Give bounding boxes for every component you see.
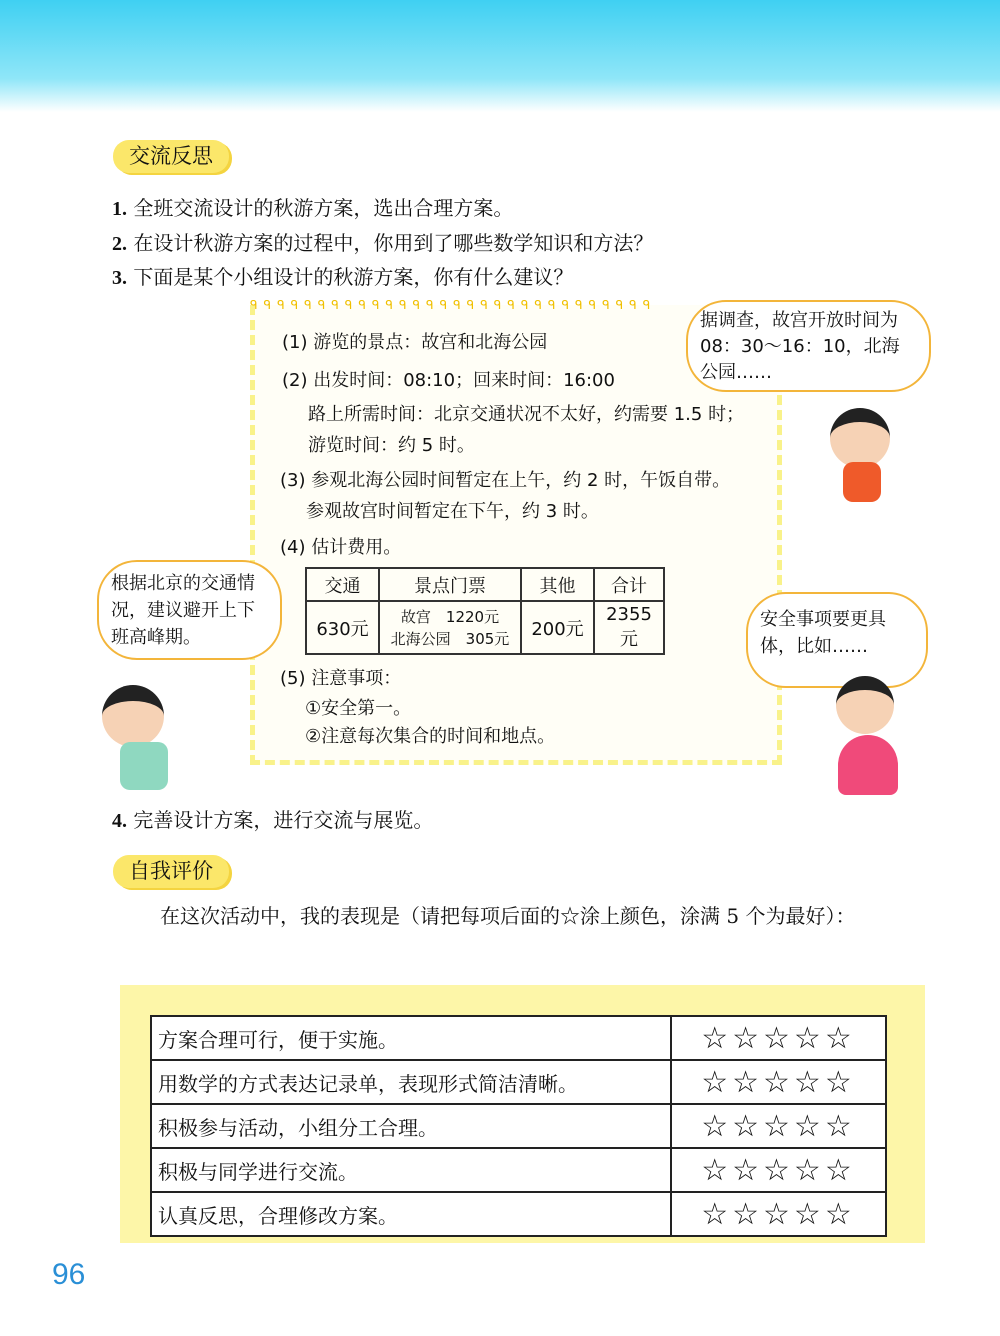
boy-illustration bbox=[830, 408, 890, 468]
star-rating[interactable]: ☆☆☆☆☆ bbox=[671, 1148, 886, 1192]
speech-bubble-traffic: 根据北京的交通情况，建议避开上下班高峰期。 bbox=[97, 560, 282, 660]
cost-header: 景点门票 bbox=[379, 568, 521, 601]
table-row: 积极与同学进行交流。 ☆☆☆☆☆ bbox=[151, 1148, 886, 1192]
star-rating[interactable]: ☆☆☆☆☆ bbox=[671, 1060, 886, 1104]
question-3: 3. 下面是某个小组设计的秋游方案，你有什么建议？ bbox=[112, 265, 574, 289]
cost-header: 其他 bbox=[521, 568, 594, 601]
notepad-rings: ᑫᑫᑫᑫᑫᑫᑫᑫᑫᑫᑫᑫᑫᑫᑫᑫᑫᑫᑫᑫᑫᑫᑫᑫᑫᑫᑫᑫᑫᑫ bbox=[250, 298, 657, 310]
plan-line: 参观故宫时间暂定在下午，约 3 时。 bbox=[306, 501, 599, 522]
boy-shirt bbox=[120, 742, 168, 790]
table-row: 用数学的方式表达记录单，表现形式简洁清晰。 ☆☆☆☆☆ bbox=[151, 1060, 886, 1104]
cost-header: 交通 bbox=[306, 568, 379, 601]
question-4: 4. 完善设计方案，进行交流与展览。 bbox=[112, 808, 434, 832]
cost-header: 合计 bbox=[594, 568, 664, 601]
boy-shirt bbox=[843, 462, 881, 502]
cost-other: 200元 bbox=[521, 601, 594, 654]
cost-transport: 630元 bbox=[306, 601, 379, 654]
speech-bubble-opening-hours: 据调查，故宫开放时间为 08：30～16：10，北海公园…… bbox=[686, 300, 931, 392]
plan-line: 游览时间：约 5 时。 bbox=[308, 435, 475, 456]
plan-line: (4) 估计费用。 bbox=[280, 537, 402, 558]
girl-illustration bbox=[836, 676, 894, 734]
plan-line: (2) 出发时间：08:10；回来时间：16:00 bbox=[282, 370, 615, 391]
table-row: 积极参与活动，小组分工合理。 ☆☆☆☆☆ bbox=[151, 1104, 886, 1148]
speech-bubble-safety: 安全事项要更具体，比如…… bbox=[746, 592, 928, 688]
star-rating[interactable]: ☆☆☆☆☆ bbox=[671, 1104, 886, 1148]
cost-table bbox=[305, 567, 665, 655]
table-row: 认真反思，合理修改方案。 ☆☆☆☆☆ bbox=[151, 1192, 886, 1236]
plan-line: 路上所需时间：北京交通状况不太好，约需要 1.5 时； bbox=[308, 404, 745, 425]
cost-tickets: 故宫 1220元 北海公园 305元 bbox=[379, 601, 521, 654]
plan-line: ①安全第一。 bbox=[305, 698, 412, 719]
header-band bbox=[0, 0, 1000, 112]
section-tag-reflection: 交流反思 bbox=[113, 140, 229, 173]
page-number: 96 bbox=[52, 1258, 86, 1291]
star-rating[interactable]: ☆☆☆☆☆ bbox=[671, 1192, 886, 1236]
boy-illustration bbox=[102, 685, 164, 747]
plan-line: ②注意每次集合的时间和地点。 bbox=[305, 726, 556, 747]
plan-line: (1) 游览的景点：故宫和北海公园 bbox=[282, 332, 548, 353]
section-tag-self-evaluation: 自我评价 bbox=[113, 855, 229, 888]
cost-total: 2355元 bbox=[594, 601, 664, 654]
plan-line: (5) 注意事项： bbox=[280, 668, 402, 689]
question-2: 2. 在设计秋游方案的过程中，你用到了哪些数学知识和方法？ bbox=[112, 231, 654, 255]
question-1: 1. 全班交流设计的秋游方案，选出合理方案。 bbox=[112, 196, 514, 220]
plan-line: (3) 参观北海公园时间暂定在上午，约 2 时，午饭自带。 bbox=[280, 470, 731, 491]
girl-dress bbox=[838, 735, 898, 795]
table-row: 方案合理可行，便于实施。 ☆☆☆☆☆ bbox=[151, 1016, 886, 1060]
star-rating[interactable]: ☆☆☆☆☆ bbox=[671, 1016, 886, 1060]
rating-table bbox=[150, 1015, 887, 1237]
instruction-text: 在这次活动中，我的表现是（请把每项后面的☆涂上颜色，涂满 5 个为最好）： bbox=[160, 904, 856, 928]
